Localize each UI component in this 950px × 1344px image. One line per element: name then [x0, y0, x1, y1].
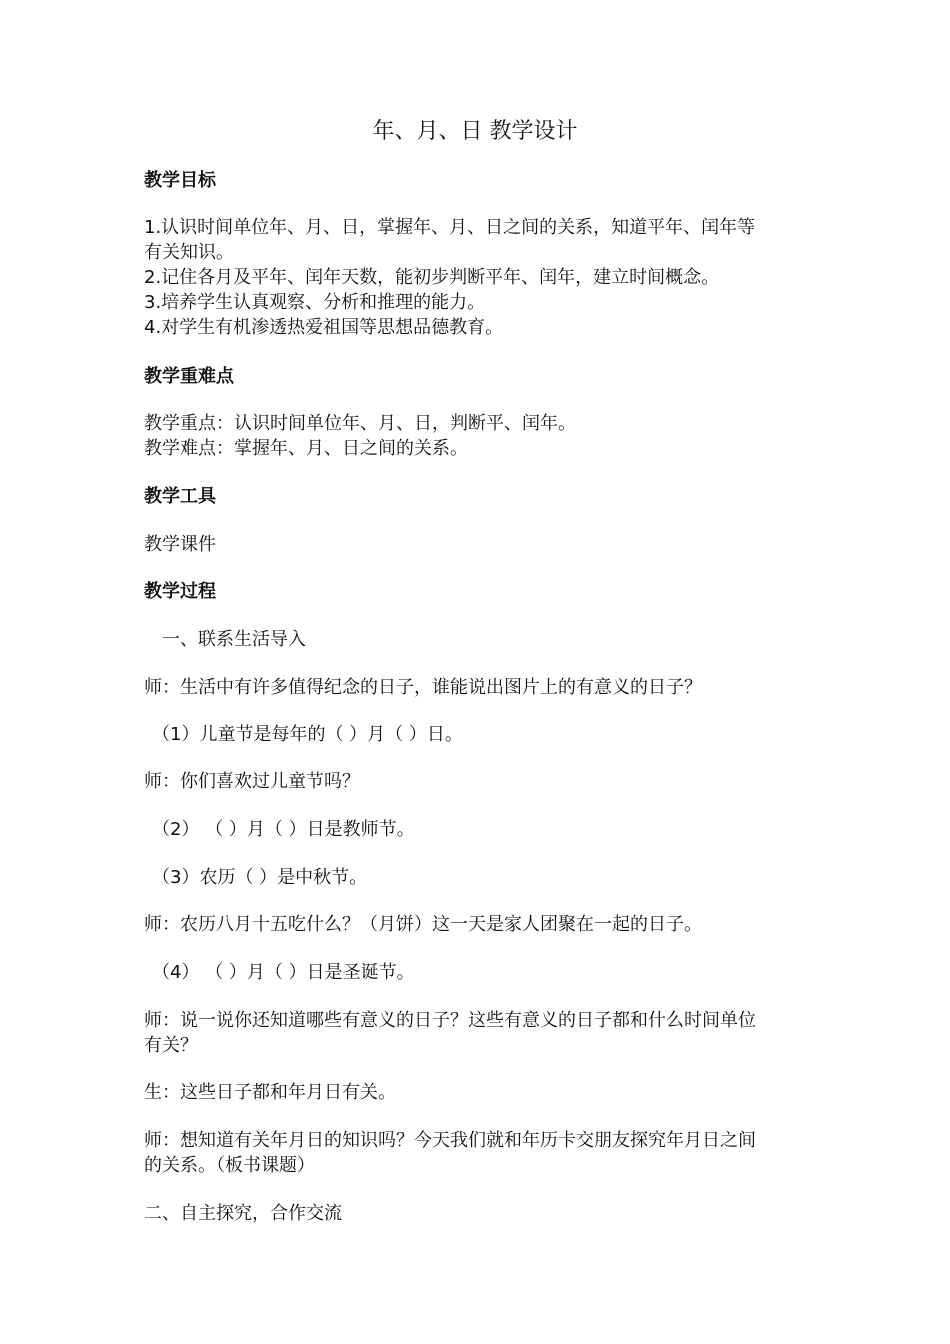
process-subheading-2: 二、自主探究，合作交流 [144, 1203, 342, 1224]
key-point-item-2: 教学难点：掌握年、月、日之间的关系。 [144, 438, 468, 459]
section-heading-goals: 教学目标 [144, 170, 216, 191]
section-heading-tools: 教学工具 [144, 486, 216, 507]
process-line-cont: 的关系。（板书课题） [144, 1155, 315, 1176]
process-line: 师：说一说你还知道哪些有意义的日子？这些有意义的日子都和什么时间单位 [144, 1010, 756, 1031]
section-heading-process: 教学过程 [144, 581, 216, 602]
process-question-2: （2） （ ）月（ ）日是教师节。 [152, 819, 415, 840]
process-question-3: （3）农历（ ）是中秋节。 [152, 867, 368, 888]
process-line: 师：生活中有许多值得纪念的日子，谁能说出图片上的有意义的日子？ [144, 677, 702, 698]
goal-item-3: 3.培养学生认真观察、分析和推理的能力。 [144, 292, 486, 313]
key-point-item-1: 教学重点：认识时间单位年、月、日，判断平、闰年。 [144, 413, 576, 434]
process-line: 生：这些日子都和年月日有关。 [144, 1082, 396, 1103]
process-question-1: （1）儿童节是每年的（ ）月（ ）日。 [152, 724, 463, 745]
goal-item-1: 1.认识时间单位年、月、日，掌握年、月、日之间的关系，知道平年、闰年等 [144, 217, 756, 238]
process-question-4: （4） （ ）月（ ）日是圣诞节。 [152, 962, 415, 983]
process-line-cont: 有关？ [144, 1035, 198, 1056]
goal-item-4: 4.对学生有机渗透热爱祖国等思想品德教育。 [144, 317, 504, 338]
process-subheading-1: 一、联系生活导入 [162, 629, 306, 650]
process-line: 师：农历八月十五吃什么？（月饼）这一天是家人团聚在一起的日子。 [144, 914, 702, 935]
section-heading-key-points: 教学重难点 [144, 366, 234, 387]
process-line: 师：想知道有关年月日的知识吗？今天我们就和年历卡交朋友探究年月日之间 [144, 1130, 756, 1151]
process-line: 师：你们喜欢过儿童节吗？ [144, 771, 360, 792]
tools-item-1: 教学课件 [144, 534, 216, 555]
goal-item-2: 2.记住各月及平年、闰年天数，能初步判断平年、闰年，建立时间概念。 [144, 267, 720, 288]
page-title: 年、月、日 教学设计 [372, 119, 578, 144]
goal-item-1-cont: 有关知识。 [144, 242, 234, 263]
